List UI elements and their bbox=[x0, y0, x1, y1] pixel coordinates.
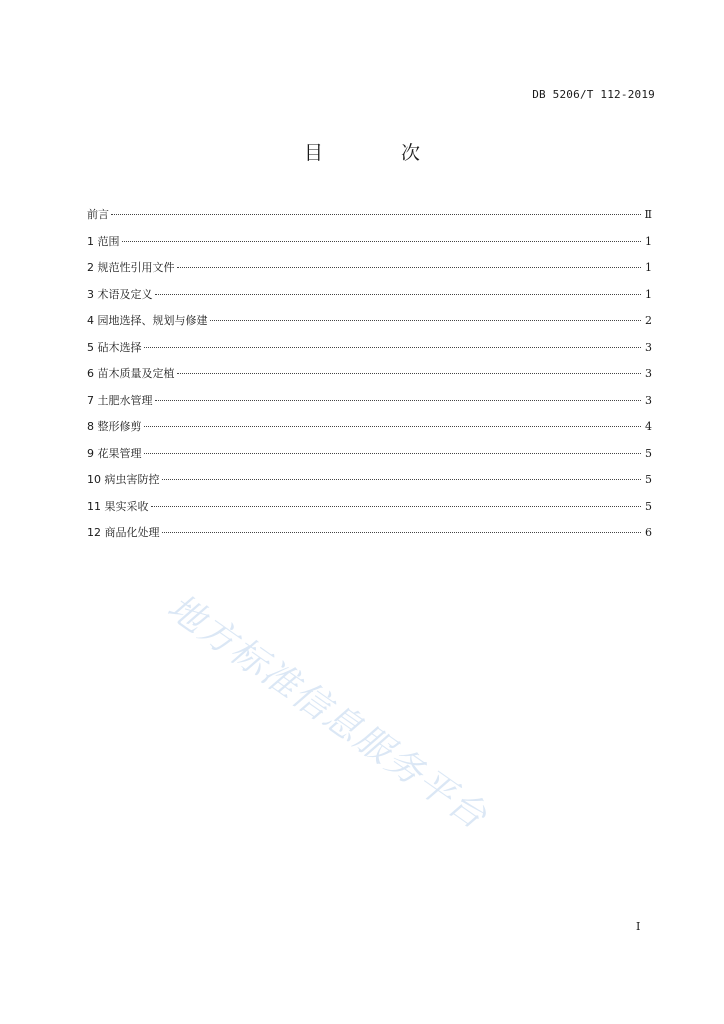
toc-entry-2[interactable] bbox=[87, 259, 652, 286]
toc-entry-page: 3 bbox=[645, 340, 652, 354]
toc-entry-7[interactable] bbox=[87, 392, 652, 419]
toc-entry-1[interactable] bbox=[87, 233, 652, 260]
toc-entry-preface[interactable] bbox=[87, 206, 652, 233]
toc-entry-page: 2 bbox=[645, 314, 652, 327]
toc-entry-11[interactable] bbox=[87, 498, 652, 525]
toc-entry-label: 9 花果管理 bbox=[87, 446, 142, 460]
dot-leader bbox=[122, 241, 642, 242]
toc-entry-page: 1 bbox=[645, 287, 652, 301]
dot-leader bbox=[177, 373, 642, 374]
toc-entry-label: 7 土肥水管理 bbox=[87, 393, 153, 407]
toc-entry-label: 4 园地选择、规划与修建 bbox=[87, 314, 208, 327]
toc-entry-page: 4 bbox=[645, 420, 652, 433]
toc-entry-label: 前言 bbox=[87, 208, 109, 221]
toc-entry-8[interactable] bbox=[87, 418, 652, 445]
toc-entry-page: 3 bbox=[645, 393, 652, 407]
table-of-contents bbox=[87, 206, 652, 551]
toc-entry-page: 5 bbox=[645, 473, 652, 486]
toc-entry-5[interactable] bbox=[87, 339, 652, 366]
toc-entry-page: 5 bbox=[645, 499, 652, 513]
dot-leader bbox=[155, 400, 642, 401]
toc-entry-page: 3 bbox=[645, 367, 652, 380]
dot-leader bbox=[144, 426, 642, 427]
dot-leader bbox=[155, 294, 642, 295]
toc-entry-label: 3 术语及定义 bbox=[87, 287, 153, 301]
toc-entry-3[interactable] bbox=[87, 286, 652, 313]
toc-entry-label: 2 规范性引用文件 bbox=[87, 261, 175, 274]
toc-entry-page: 1 bbox=[645, 261, 652, 274]
page-number: I bbox=[636, 920, 641, 933]
toc-entry-label: 11 果实采收 bbox=[87, 499, 149, 513]
toc-entry-6[interactable] bbox=[87, 365, 652, 392]
watermark: 地方标准信息服务平台 bbox=[159, 586, 495, 839]
dot-leader bbox=[144, 347, 642, 348]
toc-entry-page: 5 bbox=[645, 446, 652, 460]
dot-leader bbox=[111, 214, 641, 215]
dot-leader bbox=[177, 267, 642, 268]
toc-entry-label: 8 整形修剪 bbox=[87, 420, 142, 433]
dot-leader bbox=[210, 320, 642, 321]
toc-entry-10[interactable] bbox=[87, 471, 652, 498]
toc-entry-4[interactable] bbox=[87, 312, 652, 339]
toc-entry-9[interactable] bbox=[87, 445, 652, 472]
dot-leader bbox=[144, 453, 642, 454]
toc-entry-label: 12 商品化处理 bbox=[87, 526, 160, 539]
toc-entry-12[interactable] bbox=[87, 524, 652, 551]
dot-leader bbox=[162, 532, 642, 533]
dot-leader bbox=[162, 479, 642, 480]
toc-entry-page: 6 bbox=[645, 526, 652, 539]
toc-entry-label: 1 范围 bbox=[87, 234, 120, 248]
toc-entry-label: 10 病虫害防控 bbox=[87, 473, 160, 486]
toc-entry-page: Ⅱ bbox=[644, 208, 652, 221]
document-code: DB 5206/T 112-2019 bbox=[532, 88, 655, 101]
toc-entry-label: 5 砧木选择 bbox=[87, 340, 142, 354]
toc-title: 目 次 bbox=[303, 142, 457, 164]
dot-leader bbox=[151, 506, 642, 507]
toc-entry-page: 1 bbox=[645, 234, 652, 248]
toc-entry-label: 6 苗木质量及定植 bbox=[87, 367, 175, 380]
